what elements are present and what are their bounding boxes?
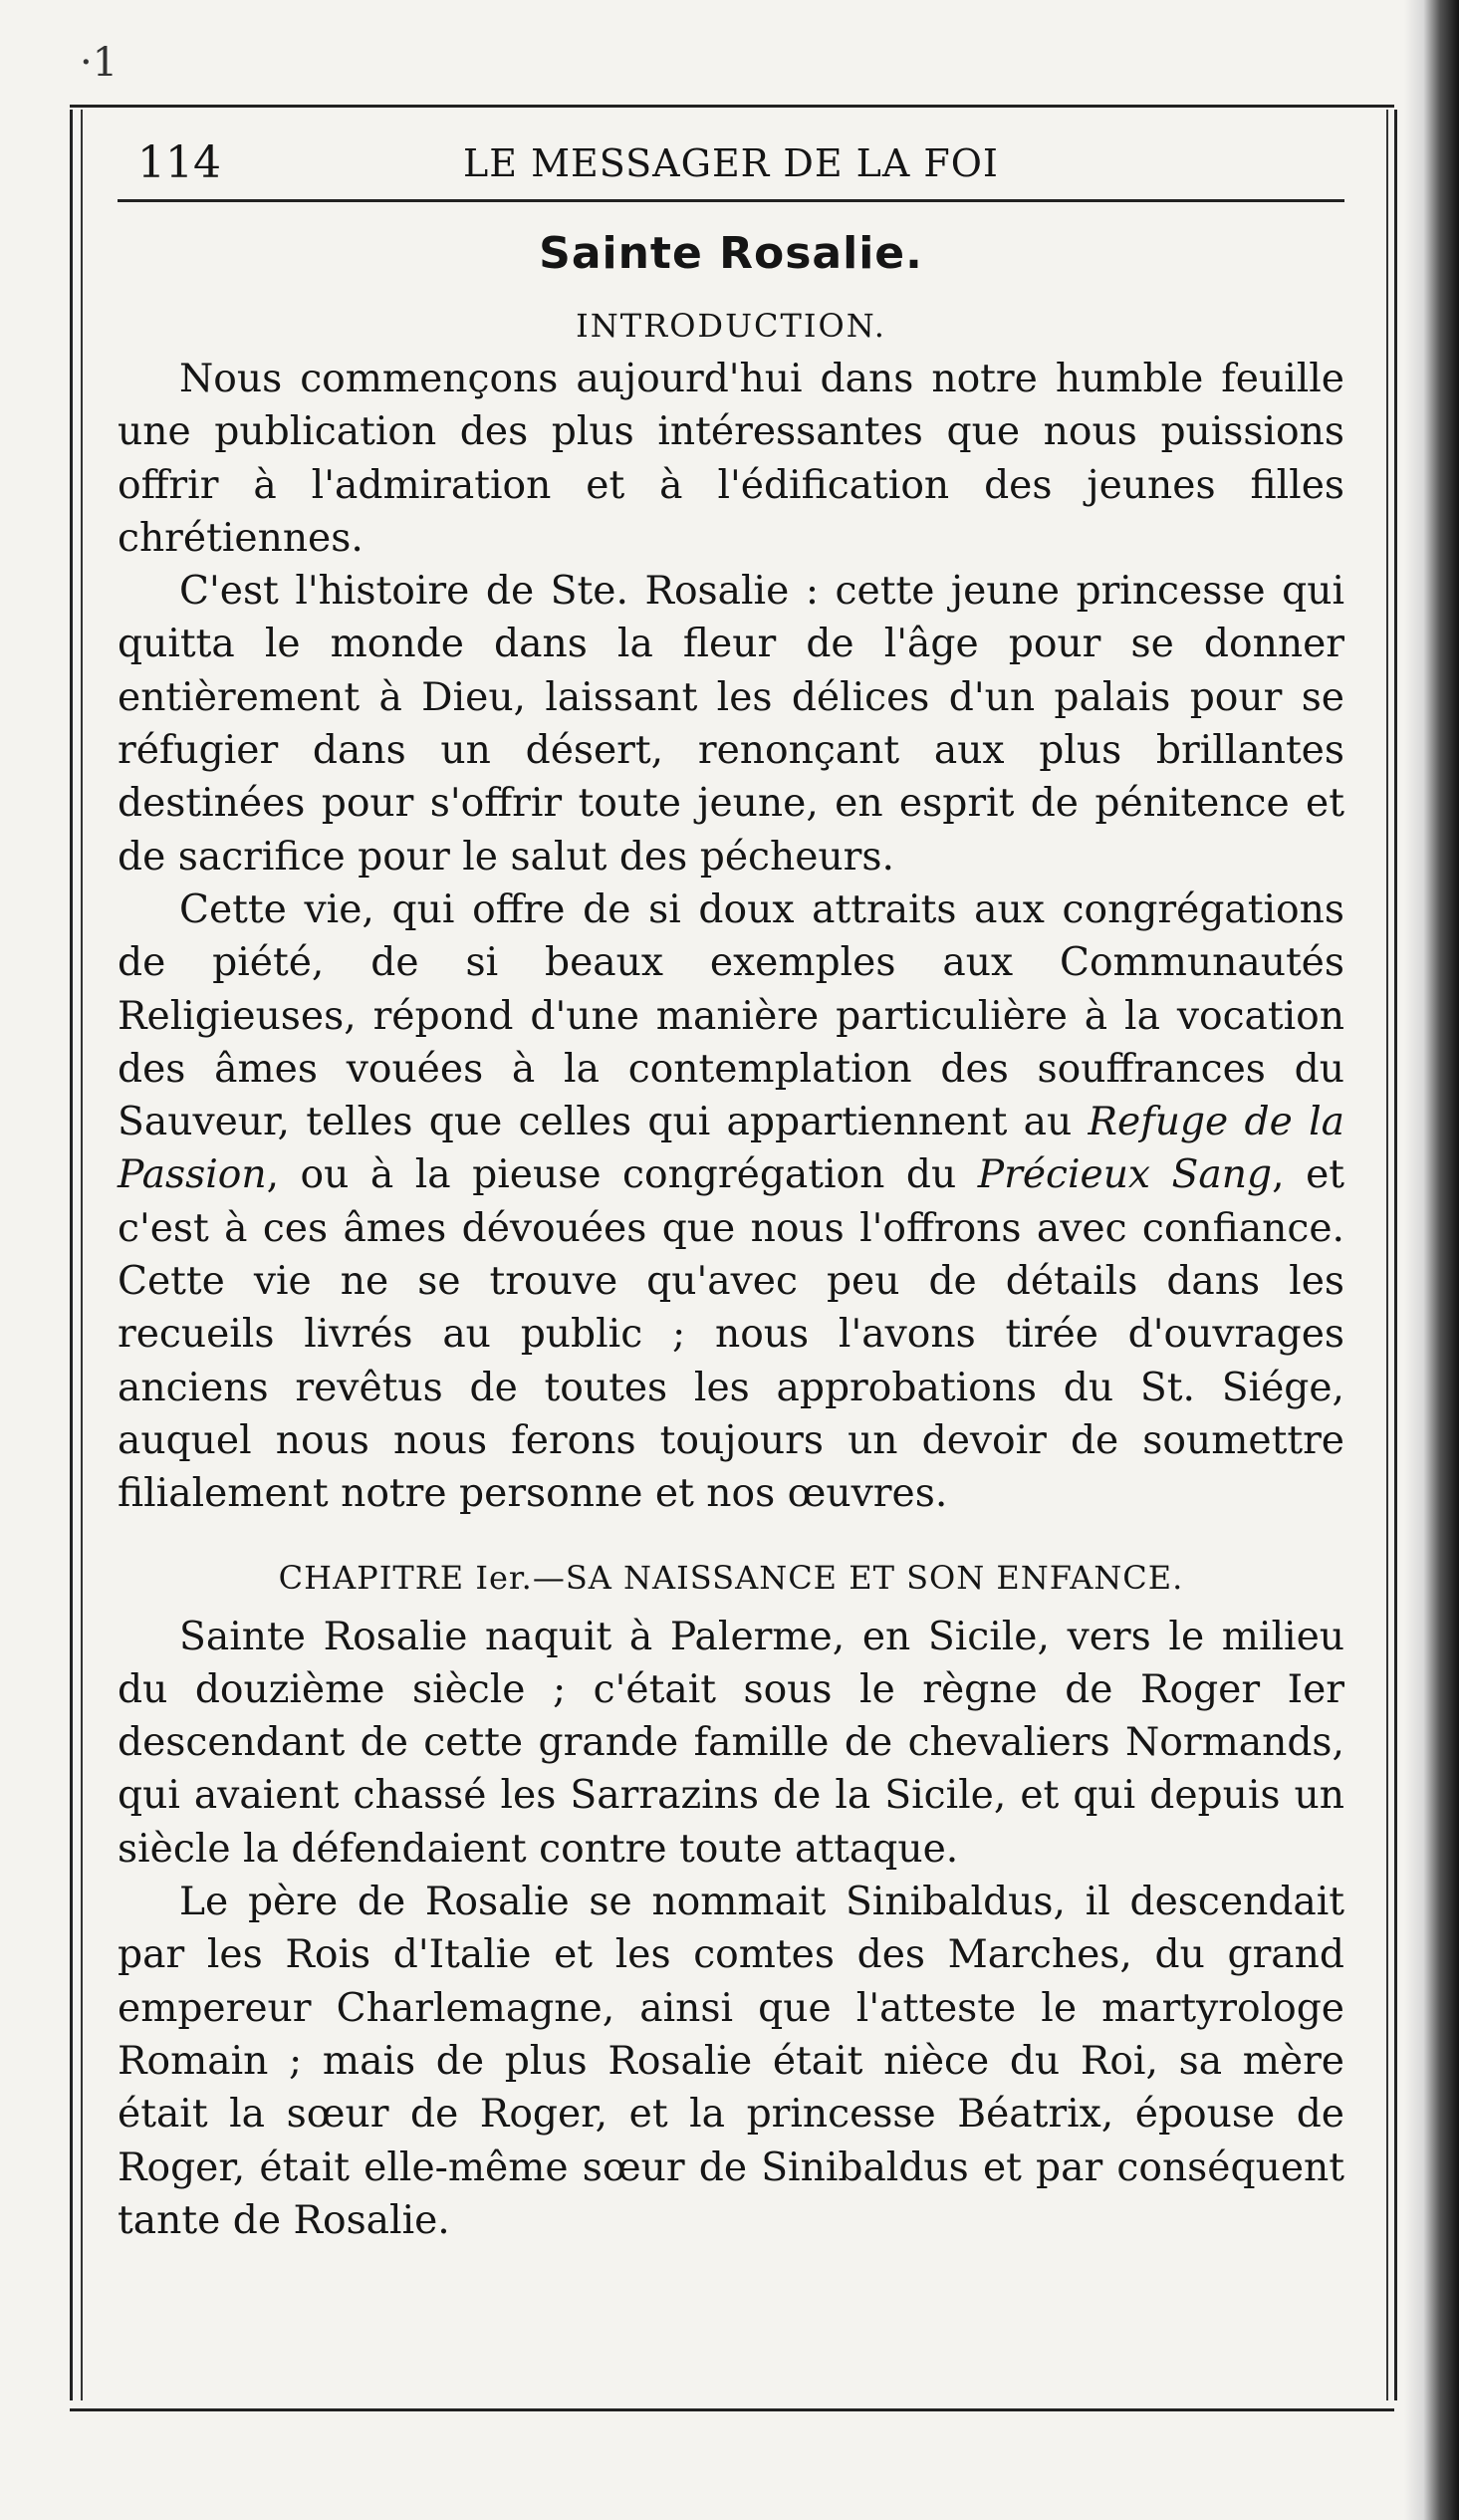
page-edge-shadow — [1404, 0, 1459, 2520]
page-content — [118, 129, 1344, 2247]
paragraph-text: , ou à la pieuse congrégation du — [266, 1152, 978, 1198]
paragraph-text: , et c'est à ces âmes dévouées que nous l'offrons avec confiance. Cette vie ne se trouve qu'avec peu de détails dans les recueils livrés au public ; nous l'avons tirée d'ouvrages anciens revêtus de toutes les approbations du St. Siége, auquel nous nous ferons toujours un devoir de soumettre filialement notre personne et nos œuvres. — [118, 1152, 1345, 1517]
italic-title: Refuge de la Passion — [118, 1100, 1344, 1198]
introduction-heading: INTRODUCTION. — [576, 307, 886, 345]
frame-left-rule — [70, 110, 83, 2400]
corner-mark: ·1 — [80, 40, 119, 86]
frame-right-rule — [1386, 110, 1397, 2400]
article-title: Sainte Rosalie. — [539, 228, 923, 279]
paragraph — [118, 883, 1344, 1521]
italic-title: Précieux Sang — [977, 1152, 1273, 1198]
paragraph: Sainte Rosalie naquit à Palerme, en Sicile, vers le milieu du douzième siècle ; c'était sous le règne de Roger Ier descendant de cette grande famille de chevaliers Normands, qui avaient chassé les Sarrazins de la Sicile, et qui depuis un siècle la défendaient contre toute attaque. — [118, 1614, 1344, 1872]
paragraph: C'est l'histoire de Ste. Rosalie : cette jeune princesse qui quitta le monde dans la fleur de l'âge pour se donner entièrement à Dieu, laissant les délices d'un palais pour se réfugier dans un désert, renonçant aux plus brillantes destinées pour s'offrir toute jeune, en esprit de pénitence et de sacrifice pour le salut des pécheurs. — [118, 569, 1344, 880]
page-number: 114 — [137, 137, 221, 188]
running-title: LE MESSAGER DE LA FOI — [463, 141, 999, 185]
chapter-heading: CHAPITRE Ier.—SA NAISSANCE ET SON ENFANCE. — [278, 1558, 1184, 1597]
paragraph: Le père de Rosalie se nommait Sinibaldus, il descendait par les Rois d'Italie et les comtes des Marches, du grand empereur Charlemagne, ainsi que l'atteste le martyrologe Romain ; mais de plus Rosalie était nièce du Roi, sa mère était la sœur de Roger, et la princesse Béatrix, épouse de Roger, était elle-même sœur de Sinibaldus et par conséquent tante de Rosalie. — [118, 1880, 1344, 2243]
running-head — [118, 129, 1344, 202]
paragraph-text: Cette vie, qui offre de si doux attraits aux congrégations de piété, de si beaux exemples aux Communautés Religieuses, répond d'une manière particulière à la vocation des âmes vouées à la contemplation des souffrances du Sauveur, telles que celles qui appartiennent au — [118, 886, 1344, 1145]
paragraph: Nous commençons aujourd'hui dans notre humble feuille une publication des plus intéressantes que nous puissions offrir à l'admiration et à l'édification des jeunes filles chrétiennes. — [118, 357, 1344, 561]
